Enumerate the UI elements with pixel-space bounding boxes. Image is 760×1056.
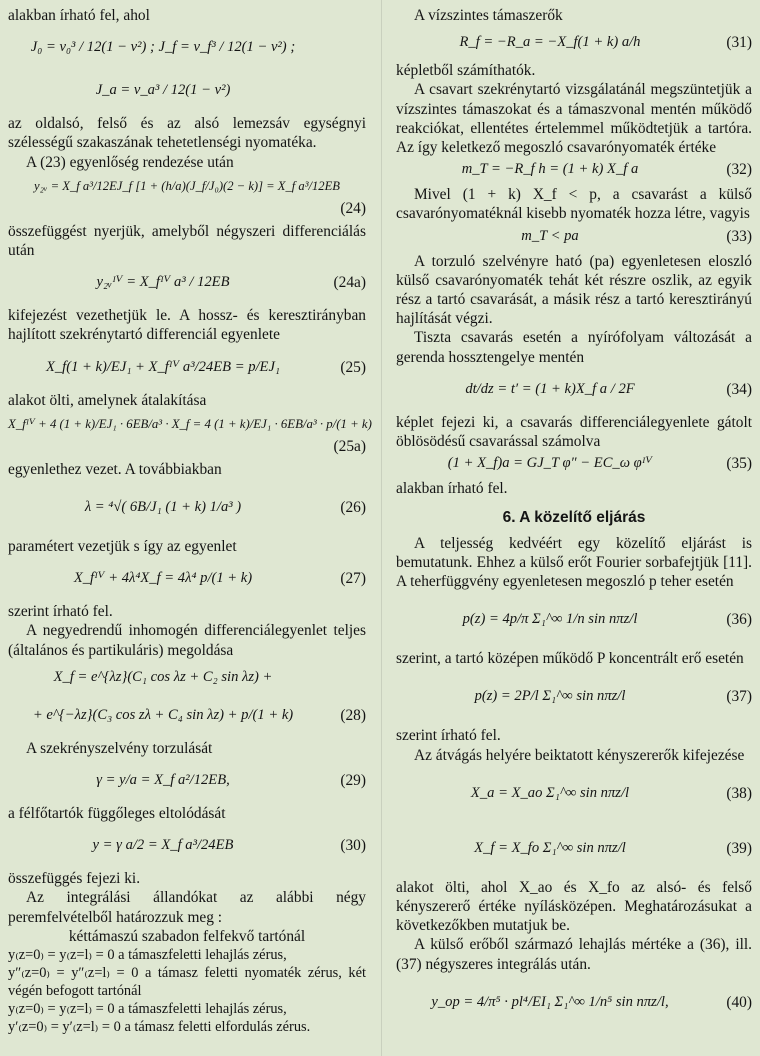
equation-25a: X_fᴵⱽ + 4 (1 + k)/EJ₁ · 6EB/a³ · X_f = 4 (1 + k)/EJ₁ · 6EB/a³ · p/(1 + k) (25a) bbox=[8, 416, 372, 455]
paragraph: A szekrényszelvény torzulását bbox=[26, 739, 213, 757]
equation-39: X_f = X_fo Σ₁^∞ sin nπz/l (39) bbox=[474, 839, 752, 857]
equation-number: (34) bbox=[726, 380, 752, 398]
equation-24a: y₂ᵥᴵⱽ = X_fᴵⱽ a³ / 12EB (24a) bbox=[96, 274, 366, 292]
paragraph: A teljesség kedvéért egy közelítő eljárást is bemutatunk. Ehhez a külső erőt Fourier sorbafejtjük [11]. A teherfüggvény egyenletesen megoszló p teher esetén bbox=[396, 534, 752, 591]
equation-30: y = γ a/2 = X_f a³/24EB (30) bbox=[92, 837, 366, 855]
paragraph: összefüggést nyerjük, amelyből négyszeri differenciálás után bbox=[8, 222, 366, 260]
equation-number: (27) bbox=[340, 570, 366, 588]
equation-36: p(z) = 4p/π Σ₁^∞ 1/n sin nπz/l (36) bbox=[462, 611, 752, 629]
boundary-condition: y₍z=0₎ = y₍z=l₎ = 0 a támaszfeletti lehajlás zérus, bbox=[8, 947, 287, 964]
boundary-condition: y₍z=0₎ = y₍z=l₎ = 0 a támaszfeletti lehajlás zérus, bbox=[8, 1001, 287, 1018]
subheading: kéttámaszú szabadon felfekvő tartónál bbox=[68, 927, 306, 945]
column-separator bbox=[381, 0, 382, 1056]
paragraph: alakot ölti, ahol X_ao és X_fo az alsó- és felső kényszererő értéke nyílásközépen. Meghatározásukat a következőkben mutatjuk be. bbox=[396, 878, 752, 935]
section-heading: 6. A közelítő eljárás bbox=[502, 509, 646, 527]
paragraph: alakot ölti, amelynek átalakítása bbox=[8, 391, 207, 409]
equation-28-line2: + e^{−λz}(C₃ cos zλ + C₄ sin λz) + p/(1 + k) (28) bbox=[32, 706, 366, 724]
equation: J_a = v_a³ / 12(1 − ν²) bbox=[95, 82, 231, 99]
equation-number: (26) bbox=[340, 499, 366, 517]
equation-33: m_T < pa (33) bbox=[521, 227, 752, 245]
equation-40: y_op = 4/π⁵ · pl⁴/EI₁ Σ₁^∞ 1/n⁵ sin nπz/l, (40) bbox=[431, 993, 752, 1011]
equation-28-line1: X_f = e^{λz}(C₁ cos λz + C₂ sin λz) + bbox=[53, 668, 273, 685]
equation-number: (24a) bbox=[333, 274, 366, 292]
paragraph: Az integrálási állandókat az alábbi négy peremfelvételből határozzuk meg : bbox=[8, 889, 366, 926]
equation-31: R_f = −R_a = −X_f(1 + k) a/h (31) bbox=[459, 34, 752, 52]
text: összefüggés fejezi ki. bbox=[8, 870, 141, 888]
equation-27: X_fᴵⱽ + 4λ⁴X_f = 4λ⁴ p/(1 + k) (27) bbox=[73, 570, 366, 588]
paragraph: A (23) egyenlőség rendezése után bbox=[26, 153, 234, 171]
equation-24: y₂ᵥ = X_f a³/12EJ_f [1 + (h/a)(J_f/J₀)(2 − k)] = X_f a³/12EB (24) bbox=[34, 178, 366, 217]
paragraph: a félfőtartók függőleges eltolódását bbox=[8, 805, 226, 823]
equation-32: m_T = −R_f h = (1 + k) X_f a (32) bbox=[461, 161, 752, 179]
equation-number: (31) bbox=[726, 34, 752, 52]
equation: J₀ = v₀³ / 12(1 − ν²) ; J_f = v_f³ / 12(1 − ν²) ; bbox=[30, 39, 296, 56]
equation-number: (28) bbox=[340, 706, 366, 724]
paragraph: kifejezést vezethetjük le. A hossz- és keresztirányban hajlított szekrénytartó differenciál egyenlete bbox=[8, 307, 366, 344]
paragraph: képlet fejezi ki, a csavarás differenciálegyenlete gátolt öblösödésű csavarással számolva bbox=[396, 413, 752, 451]
equation-number: (33) bbox=[726, 227, 752, 245]
paragraph: A külső erőből származó lehajlás mértéke a (36), ill. (37) négyszeres integrálás után. bbox=[396, 936, 752, 973]
left-column bbox=[8, 6, 372, 1036]
paragraph: Mivel (1 + k) X_f < p, a csavarást a külső csavarónyomatéknál kisebb nyomaték hozza létre, vagyis bbox=[396, 186, 752, 223]
text: A vízszintes támaszerők bbox=[414, 7, 563, 24]
text: alakban írható fel, ahol bbox=[8, 7, 150, 24]
equation-number: (25a) bbox=[333, 437, 366, 455]
equation-35: (1 + X_f)a = GJ_T φ″ − EC_ω φᴵⱽ (35) bbox=[447, 455, 752, 473]
right-column bbox=[396, 6, 752, 1032]
equation-number: (29) bbox=[340, 772, 366, 790]
equation-number: (39) bbox=[726, 839, 752, 857]
equation-number: (35) bbox=[726, 455, 752, 473]
paragraph: A torzuló szelvényre ható (pa) egyenletesen eloszló külső csavarónyomaték tehát két részre oszlik, az egyik rész a tartó csavarását, a másik rész a tartó keresztirányú hajlítását végzi. bbox=[396, 252, 752, 328]
equation-number: (37) bbox=[726, 688, 752, 706]
paragraph: Az átvágás helyére beiktatott kényszererők kifejezése bbox=[414, 746, 745, 764]
equation-34: dt/dz = t′ = (1 + k)X_f a / 2F (34) bbox=[465, 380, 752, 398]
equation-37: p(z) = 2P/l Σ₁^∞ sin nπz/l (37) bbox=[474, 688, 752, 706]
equation-number: (38) bbox=[726, 784, 752, 802]
equation-26: λ = ⁴√( 6B/J₁ (1 + k) 1/a³ ) (26) bbox=[84, 499, 366, 517]
equation-29: γ = y/a = X_f a²/12EB, (29) bbox=[96, 772, 366, 790]
text: képletből számíthatók. bbox=[396, 62, 536, 80]
equation-number: (25) bbox=[340, 358, 366, 376]
equation-number: (36) bbox=[726, 611, 752, 629]
text: alakban írható fel. bbox=[396, 480, 508, 498]
text: szerint írható fel. bbox=[8, 603, 113, 621]
paragraph: A negyedrendű inhomogén differenciálegyenlet teljes (általános és partikuláris) megoldása bbox=[8, 622, 366, 659]
paragraph: egyenlethez vezet. A továbbiakban bbox=[8, 460, 222, 478]
boundary-condition: y″₍z=0₎ = y″₍z=l₎ = 0 a támasz feletti nyomaték zérus, két végén befogott tartónál bbox=[8, 965, 366, 1000]
equation-number: (32) bbox=[726, 161, 752, 179]
equation-38: X_a = X_ao Σ₁^∞ sin nπz/l (38) bbox=[470, 784, 752, 802]
paragraph: Tiszta csavarás esetén a nyírófolyam változását a gerenda hossztengelye mentén bbox=[396, 329, 752, 366]
paragraph: az oldalsó, felső és az alsó lemezsáv egységnyi szélességű szakaszának tehetetlenségi nyomatéka. bbox=[8, 115, 366, 152]
paragraph: szerint, a tartó középen működő P koncentrált erő esetén bbox=[396, 650, 744, 668]
paragraph: paramétert vezetjük s így az egyenlet bbox=[8, 538, 237, 556]
equation-number: (40) bbox=[726, 993, 752, 1011]
boundary-condition: y′₍z=0₎ = y′₍z=l₎ = 0 a támasz feletti elfordulás zérus. bbox=[8, 1019, 311, 1036]
equation-25: X_f(1 + k)/EJ₁ + X_fᴵⱽ a³/24EB = p/EJ₁ (25) bbox=[45, 358, 366, 376]
equation-number: (30) bbox=[340, 837, 366, 855]
equation-number: (24) bbox=[340, 199, 366, 217]
paragraph: A csavart szekrénytartó vizsgálatánál megszüntetjük a vízszintes támaszokat és a támaszvonal mentén működő reakciókat, ellentétes értelemmel működtetjük a tartóra. Az így keletkező megoszló csavarónyomaték értéke bbox=[396, 81, 752, 157]
text: szerint írható fel. bbox=[396, 727, 501, 745]
